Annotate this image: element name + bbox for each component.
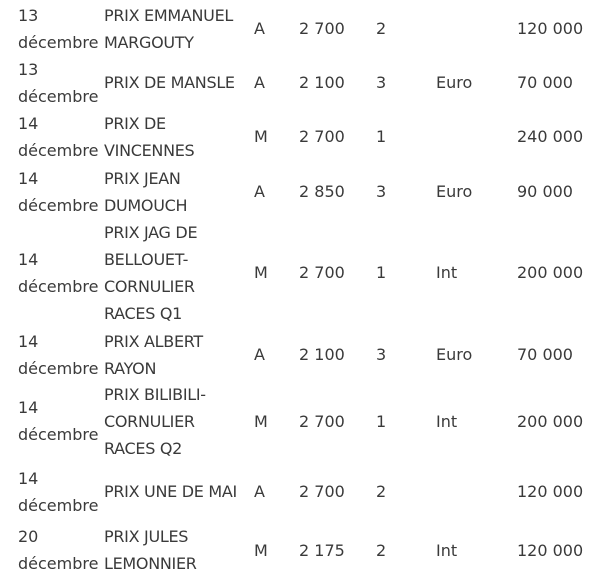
race-type-cell: Euro bbox=[436, 73, 473, 92]
discipline-cell: M bbox=[254, 411, 268, 431]
category-cell: 1 bbox=[376, 263, 387, 282]
race-type-cell: Int bbox=[436, 540, 458, 560]
race-name-line: PRIX JULES bbox=[104, 527, 189, 546]
date-line: décembre bbox=[18, 425, 99, 444]
distance-cell: 2 700 bbox=[299, 411, 345, 431]
race-name-line: RAYON bbox=[104, 358, 157, 378]
date-line: 14 bbox=[18, 113, 39, 133]
distance-cell: 2 700 bbox=[299, 19, 345, 38]
race-name-cell bbox=[104, 460, 252, 523]
discipline-cell: A bbox=[254, 345, 265, 364]
distance-cell: 2 175 bbox=[299, 540, 345, 560]
race-type-cell: Euro bbox=[436, 345, 473, 364]
race-name-line: VINCENNES bbox=[104, 140, 195, 160]
category-cell: 3 bbox=[376, 345, 387, 364]
table-row bbox=[0, 382, 616, 460]
race-name-line: CORNULIER bbox=[104, 276, 195, 296]
date-line: 13 bbox=[18, 59, 39, 79]
category-cell: 2 bbox=[376, 482, 387, 501]
race-type-cell: Euro bbox=[436, 182, 473, 201]
distance-cell: 2 100 bbox=[299, 345, 345, 364]
prize-cell: 90 000 bbox=[517, 182, 573, 201]
distance-cell: 2 700 bbox=[299, 482, 345, 501]
date-cell bbox=[0, 165, 104, 218]
date-line: décembre bbox=[18, 32, 99, 52]
table-row bbox=[0, 460, 616, 523]
prize-cell: 120 000 bbox=[517, 540, 584, 560]
date-cell bbox=[0, 108, 104, 165]
race-name-line: DUMOUCH bbox=[104, 195, 188, 215]
race-name-line: PRIX DE MANSLE bbox=[104, 73, 235, 92]
date-line: décembre bbox=[18, 195, 99, 215]
race-name-cell bbox=[104, 523, 252, 577]
discipline-cell: A bbox=[254, 19, 265, 38]
race-name-cell bbox=[104, 0, 252, 57]
prize-cell: 70 000 bbox=[517, 73, 573, 92]
discipline-cell: M bbox=[254, 127, 268, 146]
table-row bbox=[0, 57, 616, 108]
date-cell bbox=[0, 218, 104, 327]
race-type-cell: Int bbox=[436, 263, 458, 282]
discipline-cell: M bbox=[254, 540, 268, 560]
prize-cell: 120 000 bbox=[517, 482, 584, 501]
category-cell: 3 bbox=[376, 182, 387, 201]
table-row bbox=[0, 523, 616, 577]
date-line: décembre bbox=[18, 140, 99, 160]
date-line: décembre bbox=[18, 554, 99, 573]
date-line: 20 bbox=[18, 527, 39, 546]
date-line: 14 bbox=[18, 331, 39, 351]
date-line: 14 bbox=[18, 398, 39, 417]
table-row bbox=[0, 108, 616, 165]
date-line: décembre bbox=[18, 276, 99, 296]
category-cell: 1 bbox=[376, 411, 387, 431]
race-name-line: LEMONNIER bbox=[104, 554, 197, 573]
category-cell: 1 bbox=[376, 127, 387, 146]
race-name-cell bbox=[104, 108, 252, 165]
race-name-line: PRIX ALBERT bbox=[104, 331, 203, 351]
prize-cell: 240 000 bbox=[517, 127, 584, 146]
category-cell: 2 bbox=[376, 540, 387, 560]
race-name-line: PRIX JEAN bbox=[104, 168, 181, 188]
date-line: 14 bbox=[18, 168, 39, 188]
discipline-cell: M bbox=[254, 263, 268, 282]
race-name-cell bbox=[104, 382, 252, 460]
race-name-line: PRIX EMMANUEL bbox=[104, 5, 233, 25]
discipline-cell: A bbox=[254, 73, 265, 92]
date-cell bbox=[0, 0, 104, 57]
prize-cell: 200 000 bbox=[517, 411, 584, 431]
date-line: décembre bbox=[18, 358, 99, 378]
race-name-cell bbox=[104, 327, 252, 382]
date-line: décembre bbox=[18, 495, 99, 515]
date-cell bbox=[0, 57, 104, 108]
discipline-cell: A bbox=[254, 182, 265, 201]
date-cell bbox=[0, 460, 104, 523]
race-name-cell bbox=[104, 165, 252, 218]
race-name-line: PRIX JAG DE bbox=[104, 222, 198, 242]
race-name-cell bbox=[104, 57, 252, 108]
race-name-line: RACES Q2 bbox=[104, 438, 183, 458]
race-name-line: PRIX UNE DE MAI bbox=[104, 482, 237, 501]
date-line: 14 bbox=[18, 249, 39, 269]
race-name-line: CORNULIER bbox=[104, 411, 195, 431]
race-name-line: BELLOUET- bbox=[104, 249, 189, 269]
date-cell bbox=[0, 382, 104, 460]
category-cell: 2 bbox=[376, 19, 387, 38]
date-cell bbox=[0, 523, 104, 577]
race-type-cell: Int bbox=[436, 411, 458, 431]
category-cell: 3 bbox=[376, 73, 387, 92]
race-name-line: PRIX BILIBILI- bbox=[104, 384, 206, 404]
distance-cell: 2 700 bbox=[299, 263, 345, 282]
race-name-line: MARGOUTY bbox=[104, 32, 194, 52]
race-name-cell bbox=[104, 218, 252, 327]
distance-cell: 2 850 bbox=[299, 182, 345, 201]
table-row bbox=[0, 165, 616, 218]
table-row bbox=[0, 218, 616, 327]
prize-cell: 120 000 bbox=[517, 19, 584, 38]
table-row bbox=[0, 327, 616, 382]
discipline-cell: A bbox=[254, 482, 265, 501]
race-name-line: RACES Q1 bbox=[104, 303, 183, 323]
distance-cell: 2 700 bbox=[299, 127, 345, 146]
table-row bbox=[0, 0, 616, 57]
prize-cell: 70 000 bbox=[517, 345, 573, 364]
distance-cell: 2 100 bbox=[299, 73, 345, 92]
race-name-line: PRIX DE bbox=[104, 113, 166, 133]
prize-cell: 200 000 bbox=[517, 263, 584, 282]
date-line: 14 bbox=[18, 468, 39, 488]
date-cell bbox=[0, 327, 104, 382]
date-line: décembre bbox=[18, 86, 99, 106]
date-line: 13 bbox=[18, 5, 39, 25]
